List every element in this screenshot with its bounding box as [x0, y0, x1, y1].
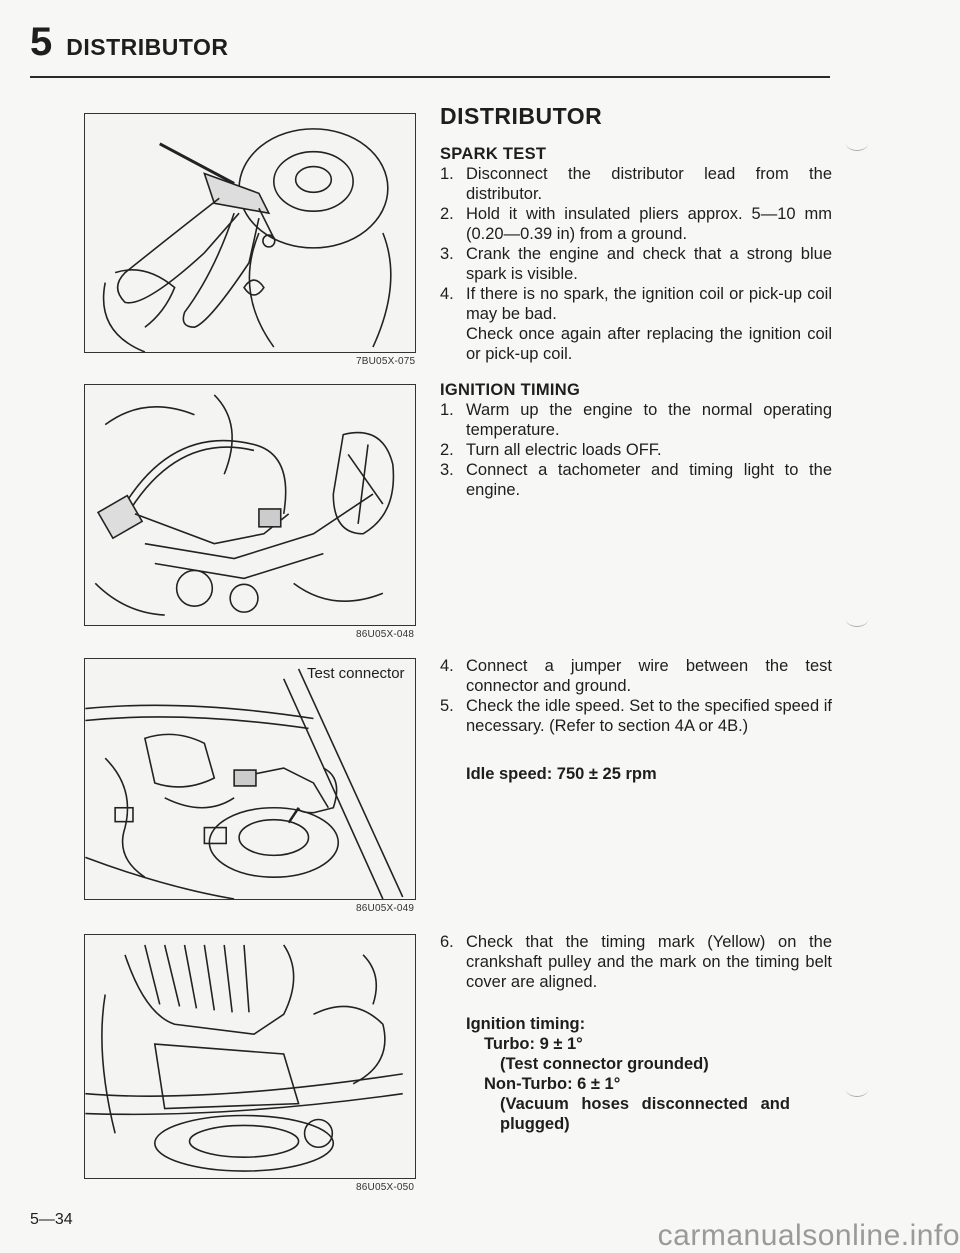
list-item: 1. Warm up the engine to the normal operating temperature. [440, 401, 832, 439]
figure-code: 7BU05X-075 [356, 356, 416, 367]
margin-mark [846, 1082, 868, 1097]
idle-speed-spec: Idle speed: 750 ± 25 rpm [466, 765, 657, 783]
ignition-timing-heading: IGNITION TIMING [440, 381, 581, 399]
list-item: 4. Connect a jumper wire between the test connector and ground. [440, 657, 832, 695]
ignition-timing-spec-label: Ignition timing: [466, 1015, 586, 1033]
spark-test-section [440, 103, 832, 364]
callout-test-connector: Test connector [307, 665, 405, 682]
figure-spark-test [84, 113, 416, 353]
chapter-number: 5 [30, 20, 53, 64]
watermark: carmanualsonline.info [657, 1219, 960, 1252]
page-header [30, 22, 830, 62]
turbo-spec-note: (Test connector grounded) [500, 1055, 709, 1073]
illustration-crank-pulley [85, 935, 415, 1178]
ignition-timing-steps-b [440, 656, 832, 784]
list-item: 6. Check that the timing mark (Yellow) on the crankshaft pulley and the mark on the timing belt cover are aligned. [440, 933, 832, 991]
figure-crankshaft-pulley [84, 934, 416, 1179]
header-rule [30, 76, 830, 78]
figure-code: 86U05X-050 [356, 1182, 415, 1193]
figure-code: 86U05X-048 [356, 629, 415, 640]
margin-mark [846, 136, 868, 151]
list-item: 3. Crank the engine and check that a strong blue spark is visible. [440, 245, 832, 283]
figure-test-connector [84, 658, 416, 900]
figure-code: 86U05X-049 [356, 903, 415, 914]
margin-mark [846, 612, 868, 627]
ignition-timing-section [440, 380, 832, 500]
section-title: DISTRIBUTOR [440, 103, 603, 129]
list-item: 2. Hold it with insulated pliers approx. 5—10 mm (0.20—0.39 in) from a ground. [440, 205, 832, 243]
list-item: 1. Disconnect the distributor lead from the distributor. [440, 165, 832, 203]
illustration-test-connector [85, 659, 415, 899]
figure-timing-light [84, 384, 416, 626]
turbo-spec: Turbo: 9 ± 1° [484, 1035, 583, 1053]
page-number: 5—34 [30, 1211, 73, 1228]
list-item: 5. Check the idle speed. Set to the specified speed if necessary. (Refer to section 4A or 4B.) [440, 697, 832, 735]
list-item: 2. Turn all electric loads OFF. [440, 441, 662, 459]
illustration-pliers [85, 114, 415, 352]
spark-test-heading: SPARK TEST [440, 145, 547, 163]
list-item: 3. Connect a tachometer and timing light to the engine. [440, 461, 832, 499]
list-item-note: Check once again after replacing the ignition coil or pick-up coil. [466, 325, 832, 363]
chapter-title: DISTRIBUTOR [66, 34, 229, 60]
list-item: 4. If there is no spark, the ignition coil or pick-up coil may be bad. [440, 285, 832, 323]
ignition-timing-steps-c [440, 932, 832, 1134]
illustration-timing-light [85, 385, 415, 625]
non-turbo-spec-note: (Vacuum hoses disconnected and plugged) [500, 1095, 790, 1133]
non-turbo-spec: Non-Turbo: 6 ± 1° [484, 1075, 621, 1093]
